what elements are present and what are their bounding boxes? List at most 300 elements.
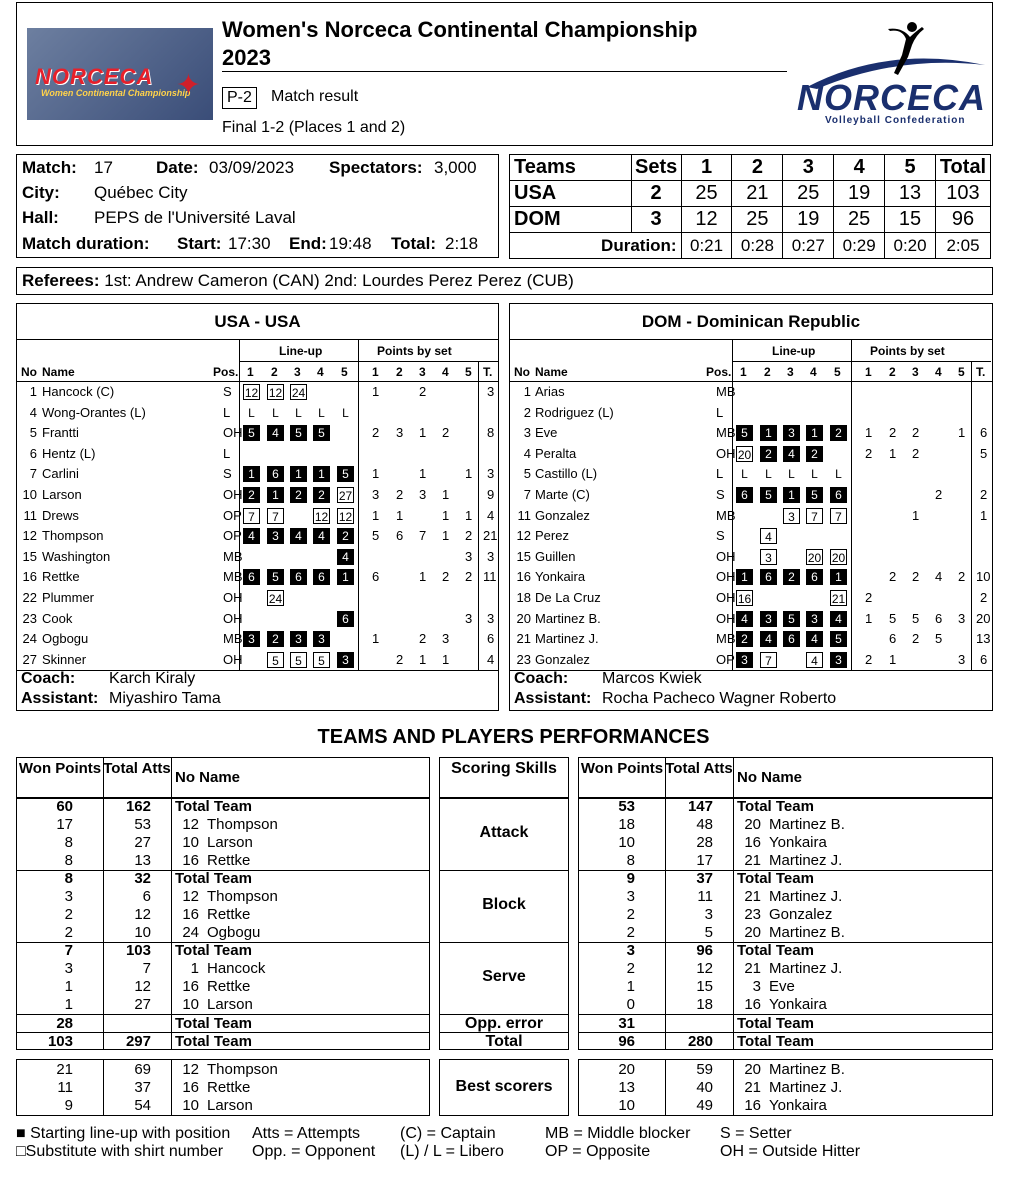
set-points: 1 <box>442 487 450 502</box>
performances-dom <box>578 757 993 1050</box>
set-points: 1 <box>372 631 380 647</box>
player-number: 16 <box>744 996 761 1013</box>
total-attempts: 40 <box>696 1079 713 1096</box>
sets-won: 2 <box>631 181 681 207</box>
lineup-substitute: 12 <box>268 386 283 400</box>
total-attempts: 297 <box>125 1033 151 1050</box>
document-code: P-2 <box>222 87 257 109</box>
legend-item: MB = Middle blocker <box>545 1125 691 1142</box>
player-number: 16 <box>22 569 37 585</box>
assistant-name: Rocha Pacheco Wagner Roberto <box>602 690 837 707</box>
player-name: Martinez B. <box>769 1061 845 1078</box>
player-position: OP <box>716 651 735 667</box>
team-code: DOM <box>510 207 632 233</box>
city-value: Québec City <box>94 183 188 202</box>
lineup-start: 4 <box>806 631 823 647</box>
total-attempts: 103 <box>125 942 151 959</box>
team-total-row <box>17 798 429 816</box>
lineup-start: 3 <box>243 631 260 647</box>
player-number: 12 <box>22 528 37 544</box>
name-header: No Name <box>175 769 241 786</box>
lineup-start: 1 <box>736 569 753 585</box>
total-attempts: 13 <box>134 852 151 869</box>
player-row <box>17 609 498 630</box>
total-attempts: 37 <box>696 870 713 887</box>
total-points: 2 <box>980 590 988 605</box>
set-points: 3 <box>465 610 473 626</box>
player-name: Guillen <box>535 548 576 564</box>
player-number: 16 <box>744 1097 761 1114</box>
referees-label: Referees: <box>22 271 100 290</box>
coach-rule <box>510 670 992 671</box>
assistant-label: Assistant: <box>514 690 592 707</box>
points-set-header: 2 <box>889 365 896 379</box>
total-points: 9 <box>487 487 495 502</box>
legend-item: OH = Outside Hitter <box>720 1143 861 1160</box>
player-number: 11 <box>23 507 37 523</box>
score-header: Sets <box>631 155 681 181</box>
player-name: Ogbogu <box>207 924 261 941</box>
total-attempts: 37 <box>134 1079 151 1096</box>
team-title: DOM - Dominican Republic <box>510 304 992 340</box>
title-rule <box>222 71 787 72</box>
player-name: Yonkaira <box>769 834 827 851</box>
set-points: 1 <box>442 528 450 544</box>
total-points: 3 <box>487 384 495 399</box>
total-attempts: 5 <box>704 924 713 941</box>
coach-name: Marcos Kwiek <box>602 670 702 687</box>
total-points: 8 <box>487 425 495 441</box>
set-points: 3 <box>372 487 380 502</box>
set-points: 1 <box>419 425 427 441</box>
player-number: 12 <box>182 816 199 833</box>
lineup-start: 1 <box>267 487 284 503</box>
lineup-libero: L <box>318 405 325 420</box>
player-row <box>510 629 992 650</box>
lineup-substitute: 12 <box>244 386 259 400</box>
best-scorers-dom <box>578 1059 993 1116</box>
legend-item: □Substitute with shirt number <box>16 1143 224 1160</box>
lineup-start: 6 <box>313 569 330 585</box>
team-code: USA <box>510 181 632 207</box>
player-row <box>510 567 992 588</box>
player-row <box>510 444 992 465</box>
points-set-header: 4 <box>442 365 449 379</box>
won-points: 9 <box>626 870 635 887</box>
player-number: 5 <box>29 425 37 441</box>
lineup-start: 2 <box>313 487 330 503</box>
player-row <box>17 464 498 485</box>
end-label: End: <box>289 234 327 253</box>
lineup-start: 2 <box>267 631 284 647</box>
legend-item: Opp. = Opponent <box>252 1143 376 1160</box>
player-stat-row <box>579 852 992 870</box>
player-number: 2 <box>523 404 531 420</box>
lineup-libero: L <box>295 405 302 420</box>
player-row <box>17 588 498 609</box>
player-row <box>17 547 498 568</box>
lineup-start: 4 <box>243 528 260 544</box>
set-points: 1 <box>419 569 427 585</box>
set-points: 1 <box>419 466 427 482</box>
total-label: Total Team <box>175 798 252 815</box>
lineup-start: 3 <box>267 528 284 544</box>
lineup-header: Line-up <box>772 344 816 358</box>
player-stat-row <box>17 906 429 924</box>
team-total-row <box>579 798 992 816</box>
won-points: 8 <box>64 852 73 869</box>
match-label: Match: <box>22 158 77 177</box>
assistant-row <box>21 690 221 708</box>
lineup-start: 2 <box>290 487 307 503</box>
lineup-libero: L <box>342 405 349 420</box>
points-set-header: 1 <box>865 365 872 379</box>
player-stat-row <box>17 888 429 906</box>
total-duration: 2:05 <box>935 233 990 259</box>
set-points: 1 <box>372 466 380 482</box>
player-stat-row <box>579 960 992 978</box>
lineup-start: 3 <box>736 652 753 668</box>
set-points: 3 <box>396 425 404 441</box>
lineup-set-header: 3 <box>787 365 794 379</box>
total-points: 2 <box>980 487 988 502</box>
lineup-substitute: 24 <box>268 592 283 606</box>
won-points: 28 <box>56 1015 73 1032</box>
player-position: MB <box>716 507 736 523</box>
player-number: 1 <box>523 384 531 399</box>
player-row <box>510 464 992 485</box>
player-name: Eve <box>535 425 558 441</box>
lineup-substitute: 7 <box>760 652 777 668</box>
lineup-start: 4 <box>337 549 354 565</box>
player-position: OH <box>223 590 243 605</box>
set-score: 13 <box>885 181 936 207</box>
player-name: Rettke <box>207 1079 251 1096</box>
player-stat-row <box>17 1097 429 1115</box>
city-label: City: <box>22 183 60 202</box>
player-name: Drews <box>42 507 79 523</box>
player-name: Larson <box>207 834 253 851</box>
assistant-label: Assistant: <box>21 690 99 707</box>
won-points: 3 <box>64 888 73 905</box>
skill-label: Attack <box>479 824 529 841</box>
set-score: 25 <box>681 181 732 207</box>
set-points: 3 <box>958 610 966 626</box>
event-year: 2023 <box>222 45 271 70</box>
set-points: 1 <box>465 507 473 523</box>
player-number: 7 <box>29 466 37 482</box>
player-number: 23 <box>516 651 531 667</box>
won-points: 3 <box>626 888 635 905</box>
player-number: 20 <box>744 816 761 833</box>
points-header: Points by set <box>377 344 452 358</box>
col-no: No <box>514 365 530 379</box>
score-row-usa <box>510 181 991 207</box>
lineup-start: 2 <box>760 446 777 462</box>
won-points-header: Won Points <box>580 760 664 777</box>
won-points: 2 <box>626 960 635 977</box>
section-rule <box>440 870 568 871</box>
player-name: De La Cruz <box>535 590 601 605</box>
lineup-start: 1 <box>806 425 823 441</box>
player-number: 4 <box>29 404 37 420</box>
player-number: 10 <box>22 487 37 502</box>
won-points: 10 <box>618 834 635 851</box>
col-pos: Pos. <box>213 365 239 379</box>
player-name: Martinez J. <box>769 1079 843 1096</box>
lineup-start: 6 <box>830 487 847 503</box>
player-stat-row <box>17 1061 429 1079</box>
referees <box>16 267 993 295</box>
player-name: Gonzalez <box>535 507 590 523</box>
player-number: 3 <box>523 425 531 441</box>
total-attempts: 49 <box>696 1097 713 1114</box>
set-duration: 0:21 <box>681 233 732 259</box>
total-attempts: 27 <box>134 834 151 851</box>
player-row <box>510 382 992 403</box>
player-number: 12 <box>182 888 199 905</box>
col-name: Name <box>535 365 568 379</box>
set-points: 2 <box>935 487 943 502</box>
won-points: 2 <box>64 924 73 941</box>
points-set-header: 2 <box>396 365 403 379</box>
set-points: 1 <box>396 507 404 523</box>
player-position: OP <box>223 507 242 523</box>
lineup-start: 5 <box>313 425 330 441</box>
date-label: Date: <box>156 158 199 177</box>
start-label: Start: <box>177 234 222 253</box>
player-number: 1 <box>190 960 199 977</box>
player-name: Yonkaira <box>769 1097 827 1114</box>
player-row <box>17 485 498 506</box>
player-number: 4 <box>523 445 531 461</box>
lineup-substitute: 4 <box>760 528 777 544</box>
legend-item: S = Setter <box>720 1125 792 1142</box>
coach-name: Karch Kiraly <box>109 670 196 687</box>
player-name: Larson <box>207 996 253 1013</box>
lineup-libero: L <box>272 405 279 420</box>
col-total: T. <box>483 365 493 379</box>
player-number: 23 <box>744 906 761 923</box>
player-number: 10 <box>182 1097 199 1114</box>
lineup-libero: L <box>788 467 795 482</box>
score-box <box>509 154 993 258</box>
col-total: T. <box>976 365 986 379</box>
event-logo-text: NORCECA <box>35 64 154 89</box>
player-row <box>17 629 498 650</box>
set-points: 1 <box>889 445 897 461</box>
lineup-start: 4 <box>736 611 753 627</box>
total-attempts: 280 <box>687 1033 713 1050</box>
lineup-libero: L <box>765 467 772 482</box>
lineup-start: 6 <box>243 569 260 585</box>
skill-label: Serve <box>482 968 526 985</box>
player-position: S <box>716 528 725 544</box>
won-points: 1 <box>626 978 635 995</box>
performances-usa <box>16 757 430 1050</box>
set-points: 2 <box>889 569 897 585</box>
player-number: 21 <box>516 631 531 647</box>
player-number: 23 <box>22 610 37 626</box>
won-points: 60 <box>56 798 73 815</box>
player-number: 16 <box>182 906 199 923</box>
player-number: 20 <box>744 1061 761 1078</box>
player-name: Marte (C) <box>535 487 590 502</box>
total-points: 6 <box>980 651 988 667</box>
total-attempts: 162 <box>125 798 151 815</box>
player-name: Yonkaira <box>769 996 827 1013</box>
lineup-start: 5 <box>337 466 354 482</box>
lineup-substitute: 20 <box>807 550 822 565</box>
player-name: Peralta <box>535 445 577 461</box>
player-position: S <box>223 384 232 399</box>
total-attempts: 7 <box>142 960 151 977</box>
total-attempts: 12 <box>134 906 151 923</box>
score-table <box>509 154 991 259</box>
legend-item: (L) / L = Libero <box>400 1143 504 1160</box>
player-position: MB <box>716 384 736 399</box>
player-name: Rettke <box>207 906 251 923</box>
hall-value: PEPS de l'Université Laval <box>94 208 296 227</box>
player-stat-row <box>17 834 429 852</box>
points-set-header: 5 <box>958 365 965 379</box>
lineup-header: Line-up <box>279 344 323 358</box>
won-points: 11 <box>57 1079 73 1096</box>
won-points: 2 <box>64 906 73 923</box>
player-silhouette-icon <box>872 21 932 81</box>
player-number: 20 <box>744 924 761 941</box>
set-points: 2 <box>958 569 966 585</box>
player-name: Martinez J. <box>535 631 599 647</box>
set-duration: 0:20 <box>885 233 936 259</box>
set-points: 1 <box>419 651 427 667</box>
player-name: Eve <box>769 978 795 995</box>
coach-row <box>514 670 702 688</box>
player-number: 21 <box>744 960 761 977</box>
lineup-substitute: 24 <box>291 386 306 400</box>
set-points: 1 <box>465 466 473 482</box>
total-label: Total Team <box>737 1015 814 1032</box>
player-row <box>510 485 992 506</box>
lineup-start: 2 <box>736 631 753 647</box>
player-stat-row <box>17 816 429 834</box>
player-row <box>17 650 498 671</box>
event-logo-subtext: Women Continental Championship <box>41 88 191 98</box>
player-name: Gonzalez <box>769 906 833 923</box>
player-position: MB <box>223 631 243 647</box>
player-row <box>17 444 498 465</box>
event-logo <box>27 28 213 120</box>
lineup-substitute: 16 <box>737 592 752 606</box>
points-set-header: 1 <box>372 365 379 379</box>
player-name: Rodriguez (L) <box>535 404 614 420</box>
set-points: 5 <box>912 610 920 626</box>
player-name: Ogbogu <box>42 631 89 647</box>
event-title: Women's Norceca Continental Championship <box>222 17 698 42</box>
lineup-start: 4 <box>830 611 847 627</box>
player-stat-row <box>579 924 992 942</box>
set-score: 25 <box>783 181 834 207</box>
lineup-start: 4 <box>313 528 330 544</box>
player-stat-row <box>17 1079 429 1097</box>
player-number: 18 <box>516 590 531 605</box>
points-set-header: 3 <box>912 365 919 379</box>
set-points: 3 <box>958 651 966 667</box>
player-number: 12 <box>182 1061 199 1078</box>
team-total-row <box>579 870 992 888</box>
performances-title: TEAMS AND PLAYERS PERFORMANCES <box>317 726 710 748</box>
player-name: Arias <box>535 384 565 399</box>
header <box>16 2 993 146</box>
set-points: 2 <box>396 651 404 667</box>
player-position: L <box>716 466 724 482</box>
player-stat-row <box>579 1061 992 1079</box>
lineup-substitute: 12 <box>338 509 353 524</box>
set-points: 5 <box>372 528 380 544</box>
player-stat-row <box>17 996 429 1014</box>
document-type: Match result <box>271 88 359 105</box>
set-points: 5 <box>889 610 897 626</box>
player-position: OH <box>223 425 243 441</box>
set-points: 2 <box>419 631 427 647</box>
lineup-start: 3 <box>830 652 847 668</box>
team-total-row <box>17 942 429 960</box>
total-label: Total Team <box>175 1033 252 1050</box>
player-name: Hentz (L) <box>42 445 96 461</box>
player-name: Thompson <box>207 1061 278 1078</box>
won-points: 21 <box>56 1061 73 1078</box>
player-name: Yonkaira <box>535 569 586 585</box>
assistant-name: Miyashiro Tama <box>109 690 221 707</box>
header-rule <box>240 361 498 362</box>
won-points: 13 <box>618 1079 635 1096</box>
score-header: 1 <box>681 155 732 181</box>
set-score: 21 <box>732 181 783 207</box>
player-row <box>17 423 498 444</box>
player-name: Hancock (C) <box>42 384 115 399</box>
player-position: S <box>716 487 725 502</box>
player-name: Washington <box>42 548 111 564</box>
player-name: Thompson <box>42 528 104 544</box>
coach-row <box>21 670 196 688</box>
lineup-set-header: 4 <box>317 365 324 379</box>
total-points: 1 <box>980 507 988 523</box>
set-duration: 0:29 <box>834 233 885 259</box>
won-points: 7 <box>64 942 73 959</box>
maple-leaf-icon: ✦ <box>175 69 201 102</box>
total-points: 10 <box>976 569 991 585</box>
player-number: 16 <box>182 852 199 869</box>
total-label: Total Team <box>175 1015 252 1032</box>
lineup-set-header: 5 <box>834 365 841 379</box>
player-number: 16 <box>182 978 199 995</box>
score-header: Teams <box>510 155 632 181</box>
player-name: Martinez B. <box>535 610 601 626</box>
lineup-start: 6 <box>267 466 284 482</box>
team-title: USA - USA <box>17 304 498 340</box>
player-name: Plummer <box>42 590 95 605</box>
set-points: 7 <box>419 528 427 544</box>
lineup-start: 6 <box>337 611 354 627</box>
total-attempts: 11 <box>697 888 713 905</box>
total-attempts: 18 <box>696 996 713 1013</box>
set-points: 2 <box>396 487 404 502</box>
lineup-start: 1 <box>290 466 307 482</box>
score-header: 2 <box>732 155 783 181</box>
player-number: 21 <box>744 1079 761 1096</box>
lineup-start: 4 <box>783 446 800 462</box>
player-position: L <box>223 445 231 461</box>
